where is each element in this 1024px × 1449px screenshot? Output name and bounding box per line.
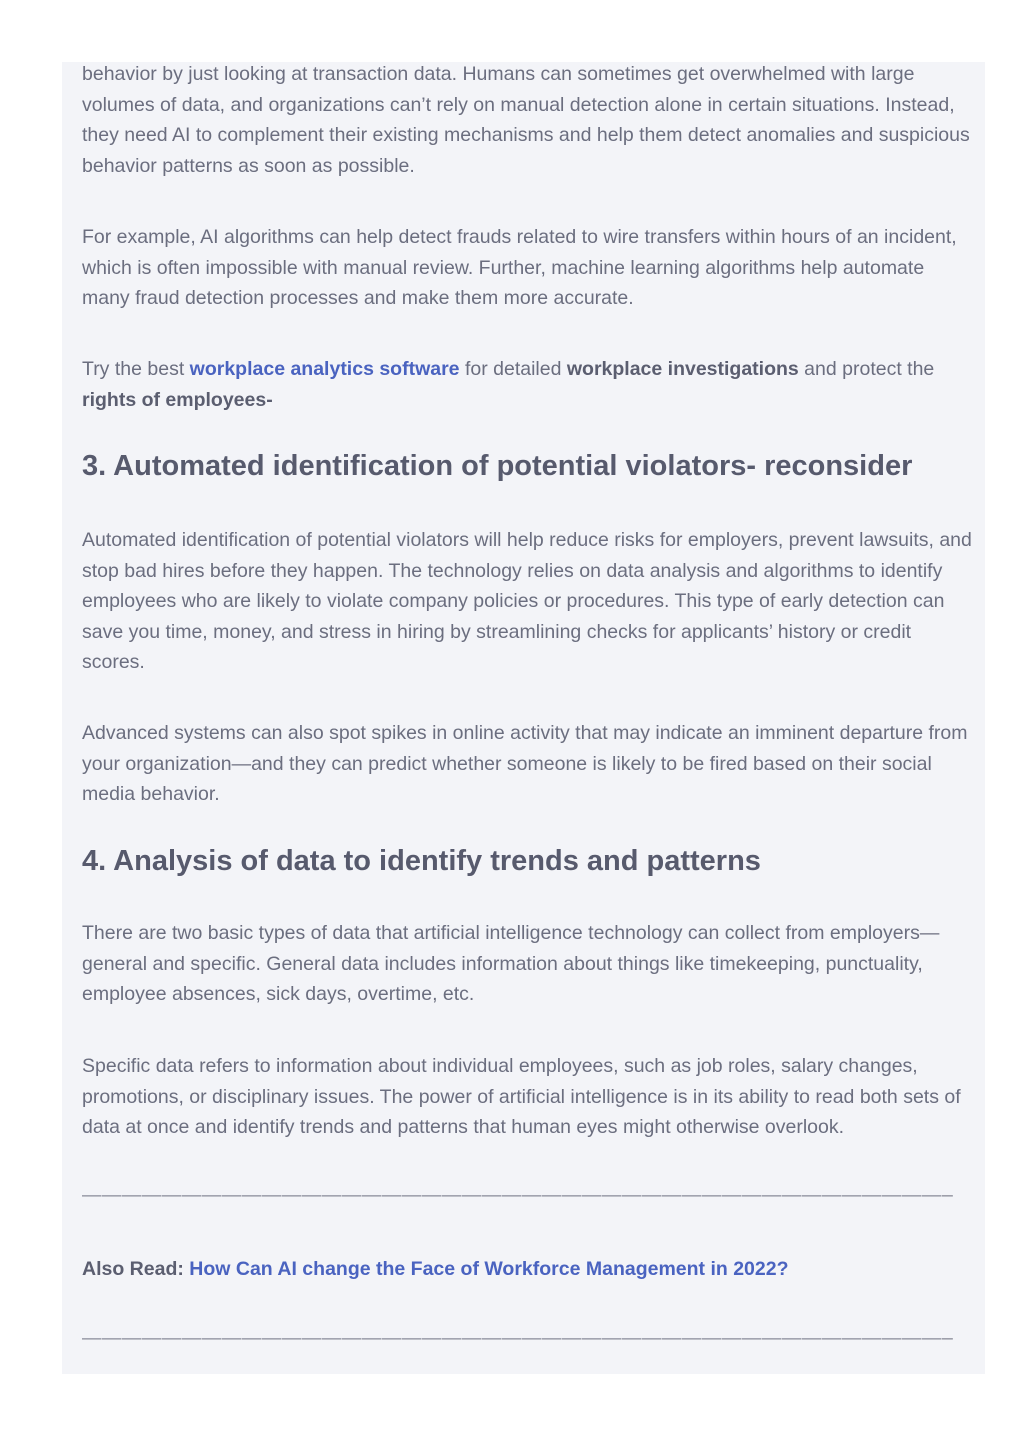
bold-text-workplace-investigations: workplace investigations <box>566 358 799 380</box>
bold-text-rights-of-employees: rights of employees- <box>82 388 273 411</box>
also-read-block <box>82 1254 972 1285</box>
paragraph-text: Specific data refers to information about individual employees, such as job roles, salary changes, promotions, or disciplinary issues. The power of artificial intelligence is in its ability to read both sets of data at once and identify trends and patterns that human eyes might otherwise overlook. <box>82 1055 961 1138</box>
article-paragraph-7 <box>82 1051 972 1143</box>
article-paragraph-4 <box>82 525 972 678</box>
section-heading-3: 3. Automated identification of potential violators- reconsider <box>82 450 913 482</box>
also-read-line <box>82 1254 972 1285</box>
also-read-label: Also Read: <box>82 1258 190 1280</box>
article-paragraph-3 <box>82 354 972 415</box>
paragraph-text: There are two basic types of data that artificial intelligence technology can collect from employers—general and specific. General data includes information about things like timekeeping, punctuality, employee absences, sick days, overtime, etc. <box>82 922 940 1005</box>
divider-top: ———————————————————————————————————————————– <box>82 1184 954 1206</box>
paragraph-text <box>82 354 972 415</box>
also-read-link[interactable]: How Can AI change the Face of Workforce Management in 2022? <box>189 1258 789 1280</box>
divider-bottom: ———————————————————————————————————————————– <box>82 1327 954 1349</box>
text-segment: and protect the <box>798 358 935 380</box>
workplace-analytics-software-link[interactable]: workplace analytics software <box>189 358 460 380</box>
text-segment: for detailed <box>459 358 567 380</box>
article-paragraph-5 <box>82 718 972 810</box>
article-paragraph-2 <box>82 222 972 314</box>
article-paragraph-6 <box>82 918 972 1010</box>
paragraph-text: behavior by just looking at transaction data. Humans can sometimes get overwhelmed with large volumes of data, and organizations can’t rely on manual detection alone in certain situations. Instead, they need AI to complement their existing mechanisms and help them detect anomalies and suspicious behavior patterns as soon as possible. <box>82 63 970 177</box>
paragraph-text: For example, AI algorithms can help detect frauds related to wire transfers within hours of an incident, which is often impossible with manual review. Further, machine learning algorithms help automate many fraud detection processes and make them more accurate. <box>82 226 957 309</box>
article-paragraph-1 <box>82 59 972 181</box>
text-segment: Try the best <box>82 358 190 380</box>
paragraph-text: Automated identification of potential violators will help reduce risks for employers, prevent lawsuits, and stop bad hires before they happen. The technology relies on data analysis and algorithms to identify employees who are likely to violate company policies or procedures. This type of early detection can save you time, money, and stress in hiring by streamlining checks for applicants’ history or credit scores. <box>82 529 972 673</box>
section-heading-4: 4. Analysis of data to identify trends and patterns <box>82 845 761 877</box>
paragraph-text: Advanced systems can also spot spikes in online activity that may indicate an imminent departure from your organization—and they can predict whether someone is likely to be fired based on their social media behavior. <box>82 722 968 805</box>
